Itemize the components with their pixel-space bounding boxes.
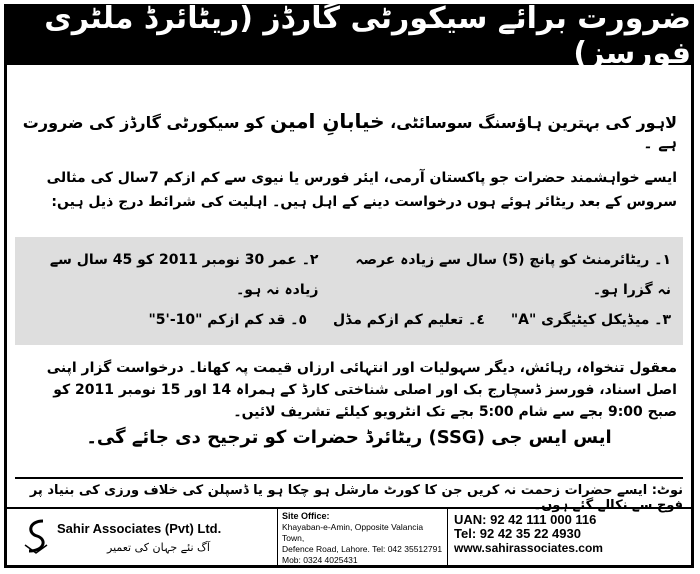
contact-block: [447, 509, 691, 565]
uan-number: UAN: 92 42 111 000 116: [454, 512, 597, 527]
requirement-3: ٣۔ میڈیکل کیٹیگری "A": [510, 312, 671, 328]
requirement-4: ٤۔ تعلیم کم ازکم مڈل: [333, 312, 485, 328]
intro-post: کو سیکورٹی گارڈز کی ضرورت ہے ۔: [22, 113, 677, 152]
requirement-2: ٢۔ عمر 30 نومبر 2011 کو 45 سال سے زیادہ نہ ہو۔: [49, 252, 319, 298]
office-address-1: Khayaban-e-Amin, Opposite Valancia Town,: [282, 522, 424, 543]
requirement-1: ١۔ ریٹائرمنٹ کو پانچ (5) سال سے زیادہ عرصہ نہ گزرا ہو۔: [355, 252, 671, 298]
website-link[interactable]: www.sahirassociates.com: [454, 541, 603, 555]
ad-title: ضرورت برائے سیکورٹی گارڈز (ریٹائرڈ ملٹری فورسز): [44, 1, 691, 71]
office-address-2: Defence Road, Lahore. Tel: 042 35512791: [282, 544, 443, 554]
requirement-5: ٥۔ قد کم ازکم "10-'5": [148, 312, 308, 328]
intro-line: [21, 109, 677, 152]
tel-number: Tel: 92 42 35 22 4930: [454, 526, 581, 541]
company-name: Sahir Associates (Pvt) Ltd.: [57, 521, 222, 536]
advertisement: [4, 1, 694, 568]
company-logo-icon: [21, 517, 51, 555]
company-tagline: آگ نئے جہان کی تعمیر: [107, 541, 210, 554]
footer: [7, 507, 691, 565]
benefits-text: معقول تنخواہ، رہائش، دیگر سہولیات اور انتہائی ارزاں قیمت پہ کھانا۔ درخواست گزار اپنی اصل اسناد، فورسز ڈسچارج بک اور اصلی شناختی کارڈ کے ہمراہ 14 اور 15 نومبر 2011 کو صبح 9:00 بجے سے شام 5:00 بجے تک انٹرویو کیلئے تشریف لائیں۔: [46, 360, 677, 420]
note-text: نوٹ: ایسے حضرات زحمت نہ کریں جن کا کورٹ مارشل ہو چکا ہو یا ڈسپلن کی خلاف ورزی کی بنیاد پر فوج سے نکالے گئے ہوں۔: [15, 477, 683, 513]
office-title: Site Office:: [282, 511, 330, 521]
requirements-box: [15, 237, 683, 345]
intro-section: [21, 73, 677, 214]
header-banner: [7, 1, 691, 71]
intro-pre: لاہور کی بہترین ہاؤسنگ سوسائٹی،: [390, 113, 677, 132]
eligibility-paragraph: ایسے خواہشمند حضرات جو پاکستان آرمی، ایئر فورس یا نیوی سے کم ازکم 7سال کی مثالی سروس کے بعد ریٹائر ہوئے ہوں درخواست دینے کے اہل ہیں۔ اہلیت کی شرائط درج ذیل ہیں:: [46, 170, 677, 210]
site-office: [277, 509, 447, 565]
society-name: خیابانِ امین: [270, 109, 385, 133]
company-block: [7, 509, 277, 565]
office-mobile: Mob: 0324 4025431: [282, 555, 358, 565]
ssg-preference: ایس ایس جی (SSG) ریٹائرڈ حضرات کو ترجیح دی جائے گی۔: [86, 427, 612, 448]
